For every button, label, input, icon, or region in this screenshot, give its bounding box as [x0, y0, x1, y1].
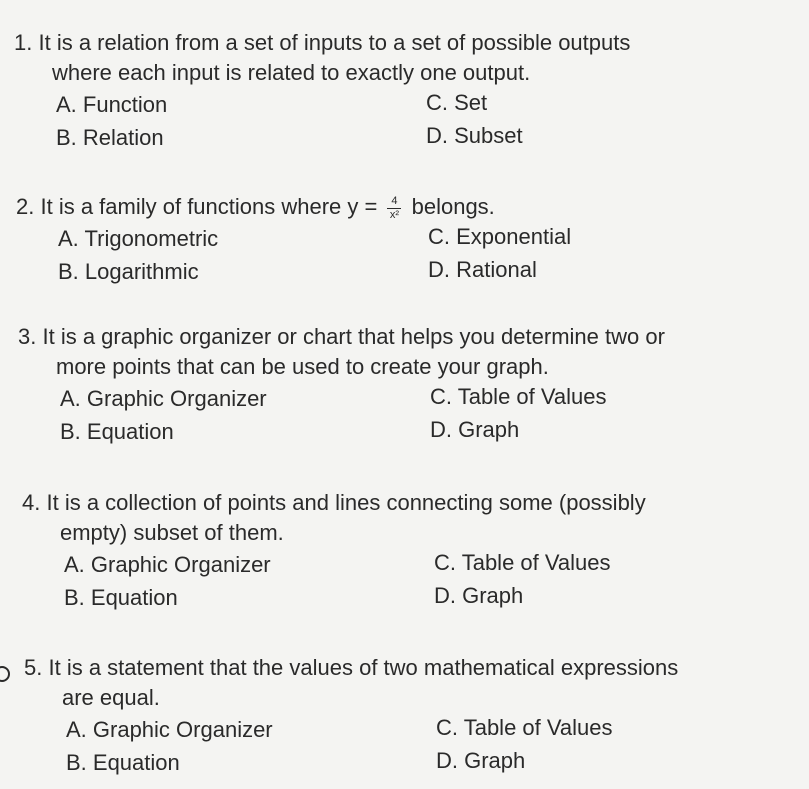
answer-options — [22, 550, 646, 616]
option-a: A. Graphic Organizer — [60, 386, 267, 411]
question-4-stem — [22, 488, 646, 518]
option-a: A. Graphic Organizer — [66, 717, 273, 742]
answer-options — [14, 90, 630, 156]
question-3 — [18, 322, 665, 450]
option-d: D. Graph — [434, 583, 524, 608]
question-number: 5. — [24, 655, 43, 680]
answer-options — [18, 384, 665, 450]
question-5 — [24, 653, 678, 781]
option-a: A. Function — [56, 92, 168, 117]
option-d: D. Subset — [426, 123, 523, 148]
question-2-stem — [16, 192, 495, 222]
option-c: C. Set — [426, 90, 488, 115]
option-b: B. Equation — [60, 419, 174, 444]
question-number: 1. — [14, 30, 33, 55]
question-2 — [16, 192, 572, 290]
question-5-stem — [24, 653, 678, 683]
question-1 — [14, 28, 630, 156]
question-text-continued: empty) subset of them. — [60, 520, 284, 545]
option-d: D. Rational — [428, 257, 537, 282]
question-3-stem — [18, 322, 665, 352]
question-1-stem — [14, 28, 630, 58]
option-c: C. Table of Values — [436, 715, 613, 740]
question-text-continued: where each input is related to exactly one output. — [52, 60, 531, 85]
question-number: 2. — [16, 194, 35, 219]
option-b: B. Equation — [64, 585, 178, 610]
option-b: B. Equation — [66, 750, 180, 775]
option-d: D. Graph — [436, 748, 526, 773]
option-d: D. Graph — [430, 417, 520, 442]
question-number: 4. — [22, 490, 41, 515]
answer-options — [24, 715, 678, 781]
option-c: C. Exponential — [428, 224, 572, 249]
question-text-continued: are equal. — [62, 685, 160, 710]
question-number: 3. — [18, 324, 37, 349]
answer-options — [16, 224, 572, 290]
option-b: B. Logarithmic — [58, 259, 199, 284]
option-a: A. Trigonometric — [58, 226, 219, 251]
fraction-denominator: x² — [389, 208, 400, 221]
question-text: It is a relation from a set of inputs to a set of possible outputs — [38, 30, 631, 55]
fraction-numerator: 4 — [391, 194, 398, 207]
question-4 — [22, 488, 646, 616]
question-text: It is a statement that the values of two mathematical expressions — [48, 655, 679, 680]
question-text: It is a family of functions where y = — [40, 194, 378, 219]
option-c: C. Table of Values — [430, 384, 607, 409]
fraction — [387, 196, 401, 221]
question-text-continued: more points that can be used to create your graph. — [56, 354, 549, 379]
bullet-marker — [0, 666, 10, 682]
question-text-end: belongs. — [411, 194, 495, 219]
question-text: It is a graphic organizer or chart that helps you determine two or — [42, 324, 665, 349]
option-a: A. Graphic Organizer — [64, 552, 271, 577]
option-b: B. Relation — [56, 125, 164, 150]
option-c: C. Table of Values — [434, 550, 611, 575]
question-text: It is a collection of points and lines connecting some (possibly — [46, 490, 646, 515]
